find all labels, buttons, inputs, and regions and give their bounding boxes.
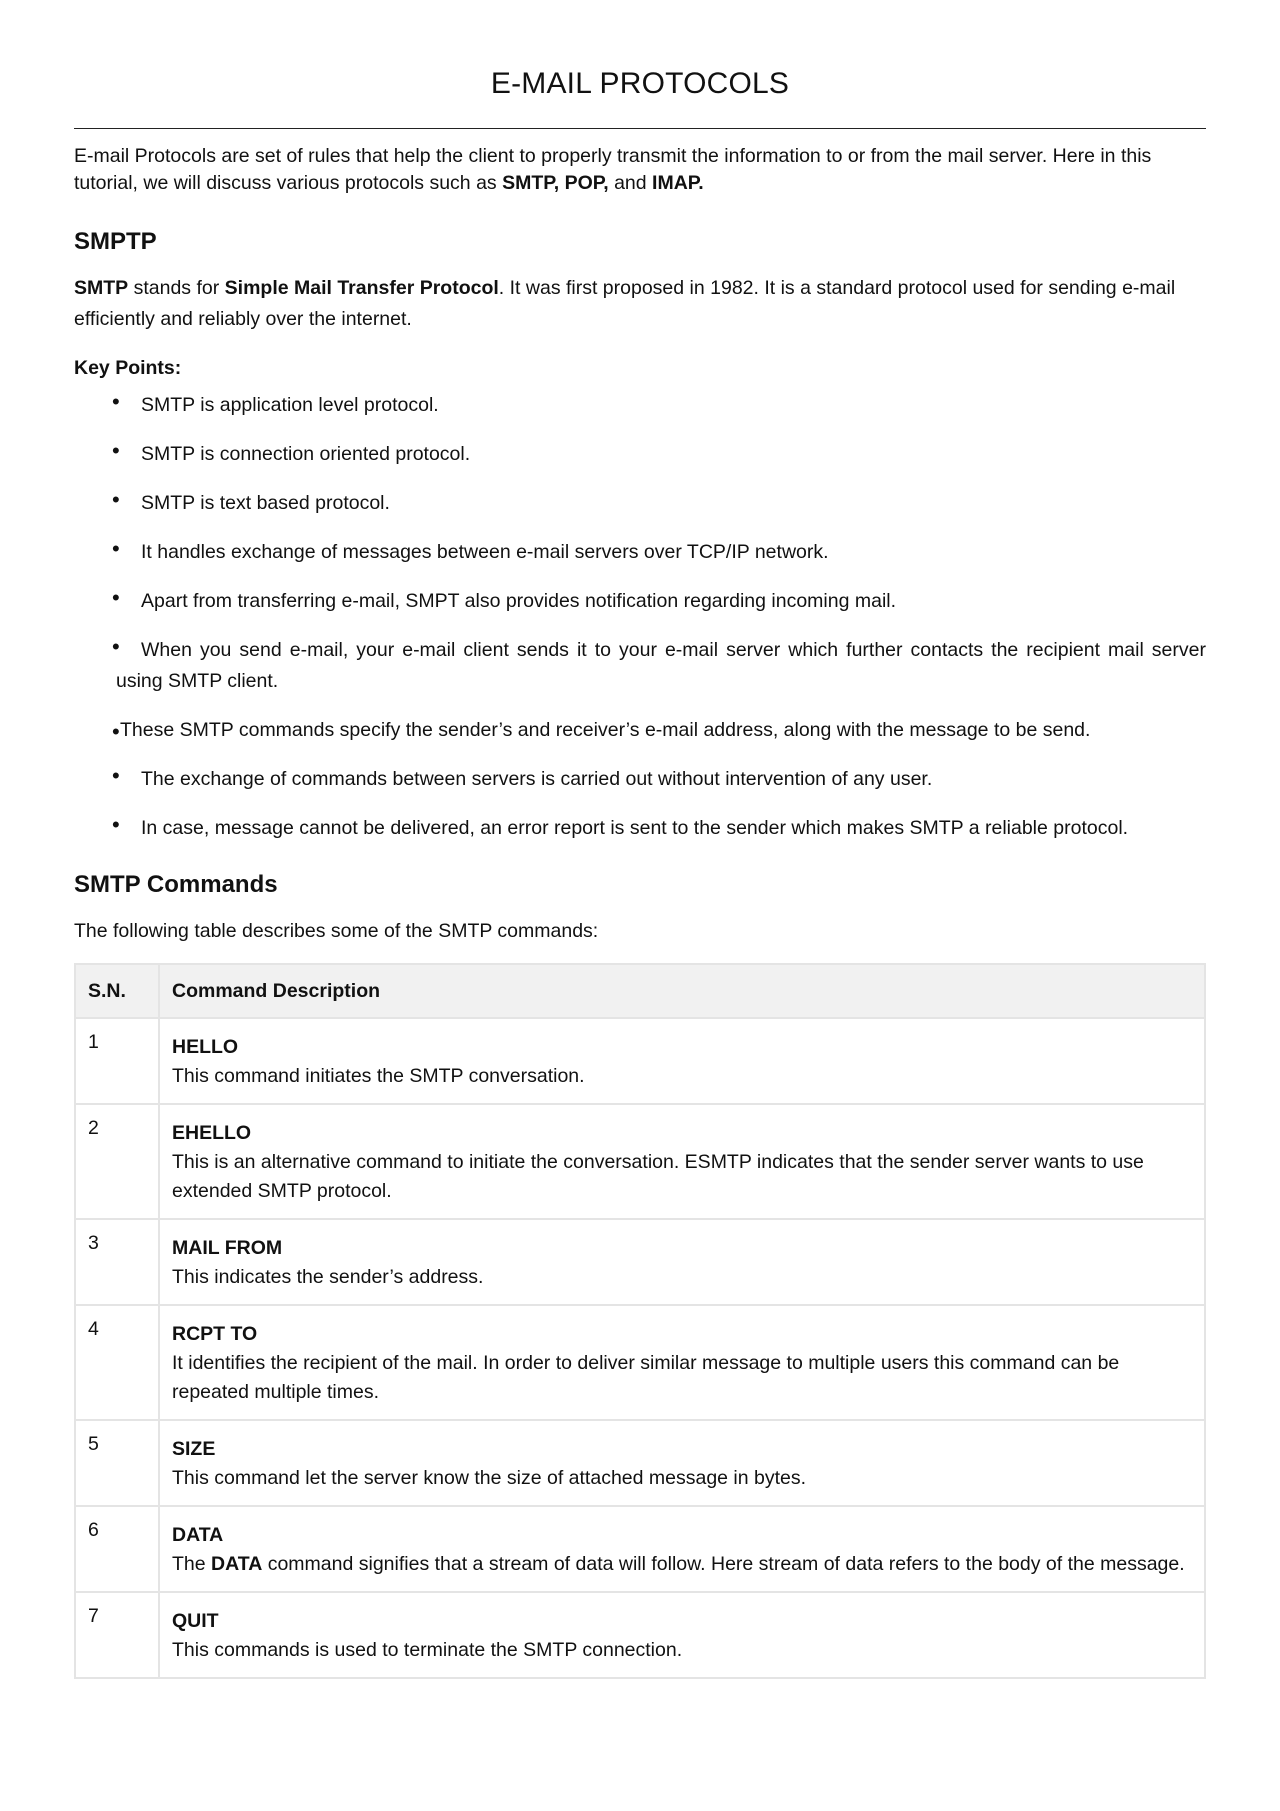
list-item-text: These SMTP commands specify the sender’s and receiver’s e-mail address, along with the message to be send.: [120, 719, 1091, 741]
command-name: EHELLO: [172, 1122, 252, 1144]
smptp-heading: SMPTP: [74, 228, 157, 255]
bullet-icon: •: [112, 719, 120, 744]
column-header-description: Command Description: [159, 964, 1205, 1018]
command-text: This is an alternative command to initiate the conversation. ESMTP indicates that the sender server wants to use extended SMTP protocol.: [172, 1151, 1144, 1202]
table-row: [75, 1592, 1205, 1678]
command-text: [172, 1550, 1192, 1579]
list-item-text: The exchange of commands between servers is carried out without intervention of any user.: [141, 768, 933, 790]
list-item: [74, 537, 1206, 568]
row-sn: 7: [75, 1592, 159, 1678]
command-name: RCPT TO: [172, 1323, 258, 1345]
bullet-icon: •: [112, 389, 120, 414]
command-text: This command initiates the SMTP conversation.: [172, 1065, 585, 1087]
stands-for-text: stands for: [128, 277, 225, 299]
row-sn: 3: [75, 1219, 159, 1305]
intro-imap: IMAP.: [652, 172, 704, 194]
list-item: [74, 813, 1206, 844]
column-header-sn: S.N.: [75, 964, 159, 1018]
command-text: This indicates the sender’s address.: [172, 1266, 484, 1288]
row-description: [159, 1592, 1205, 1678]
intro-paragraph: [74, 143, 1206, 197]
list-item-text: It handles exchange of messages between e-mail servers over TCP/IP network.: [141, 541, 829, 563]
table-header-row: [75, 964, 1205, 1018]
table-row: [75, 1018, 1205, 1104]
command-text-after: command signifies that a stream of data will follow. Here stream of data refers to the body of the message.: [262, 1553, 1185, 1575]
list-item: [74, 439, 1206, 470]
page-title: E-MAIL PROTOCOLS: [490, 67, 790, 100]
bullet-icon: •: [112, 812, 120, 837]
list-item: [74, 488, 1206, 519]
row-sn: 5: [75, 1420, 159, 1506]
list-item: [74, 635, 1206, 697]
row-sn: 4: [75, 1305, 159, 1420]
list-item-text: Apart from transferring e-mail, SMPT also provides notification regarding incoming mail.: [141, 590, 897, 612]
table-row: [75, 1104, 1205, 1219]
command-name: SIZE: [172, 1438, 216, 1460]
row-description: [159, 1219, 1205, 1305]
row-sn: 2: [75, 1104, 159, 1219]
smtp-definition-rest: . It was first proposed in 1982. It is a standard protocol used for sending e-mail efficiently and reliably over the internet.: [74, 277, 1176, 330]
row-description: [159, 1420, 1205, 1506]
row-description: [159, 1104, 1205, 1219]
list-item-text: SMTP is text based protocol.: [141, 492, 390, 514]
list-item: [74, 715, 1206, 746]
command-name: DATA: [172, 1524, 224, 1546]
intro-and: and: [608, 172, 653, 194]
command-text: This commands is used to terminate the SMTP connection.: [172, 1639, 683, 1661]
smtp-full-name: Simple Mail Transfer Protocol: [224, 277, 499, 299]
bullet-icon: •: [112, 487, 120, 512]
command-name: MAIL FROM: [172, 1237, 283, 1259]
title-divider: [74, 128, 1206, 129]
bullet-icon: •: [112, 585, 120, 610]
command-text: It identifies the recipient of the mail. In order to deliver similar message to multiple users this command can be repeated multiple times.: [172, 1352, 1120, 1403]
list-item: [74, 586, 1206, 617]
command-name: HELLO: [172, 1036, 239, 1058]
row-sn: 6: [75, 1506, 159, 1592]
smtp-definition-paragraph: [74, 273, 1206, 335]
command-text-before: The: [172, 1553, 212, 1575]
table-row: [75, 1219, 1205, 1305]
bullet-icon: •: [112, 634, 120, 659]
row-description: [159, 1018, 1205, 1104]
list-item: [74, 390, 1206, 421]
command-name: QUIT: [172, 1610, 219, 1632]
table-row: [75, 1305, 1205, 1420]
list-item-text: When you send e-mail, your e-mail client sends it to your e-mail server which further contacts the recipient mail server using SMTP client.: [116, 639, 1206, 692]
bullet-icon: •: [112, 536, 120, 561]
list-item: [74, 764, 1206, 795]
commands-intro: The following table describes some of the SMTP commands:: [74, 920, 599, 942]
table-row: [75, 1420, 1205, 1506]
intro-text: E-mail Protocols are set of rules that help the client to properly transmit the information to or from the mail server. Here in this tutorial, we will discuss various protocols such as: [74, 145, 1152, 194]
list-item-text: In case, message cannot be delivered, an error report is sent to the sender which makes SMTP a reliable protocol.: [141, 817, 1129, 839]
row-description: [159, 1305, 1205, 1420]
key-points-list: [74, 390, 1206, 844]
bullet-icon: •: [112, 763, 120, 788]
row-description: [159, 1506, 1205, 1592]
bullet-icon: •: [112, 438, 120, 463]
list-item-text: SMTP is connection oriented protocol.: [141, 443, 471, 465]
table-row: [75, 1506, 1205, 1592]
row-sn: 1: [75, 1018, 159, 1104]
command-text-bold: DATA: [211, 1553, 263, 1575]
command-text: This command let the server know the size of attached message in bytes.: [172, 1467, 807, 1489]
smtp-commands-heading: SMTP Commands: [74, 871, 278, 898]
smtp-commands-table: [74, 963, 1206, 1679]
key-points-label: Key Points:: [74, 357, 182, 379]
list-item-text: SMTP is application level protocol.: [141, 394, 439, 416]
smtp-word: SMTP: [74, 277, 129, 299]
intro-smtp-pop: SMTP, POP,: [502, 172, 609, 194]
